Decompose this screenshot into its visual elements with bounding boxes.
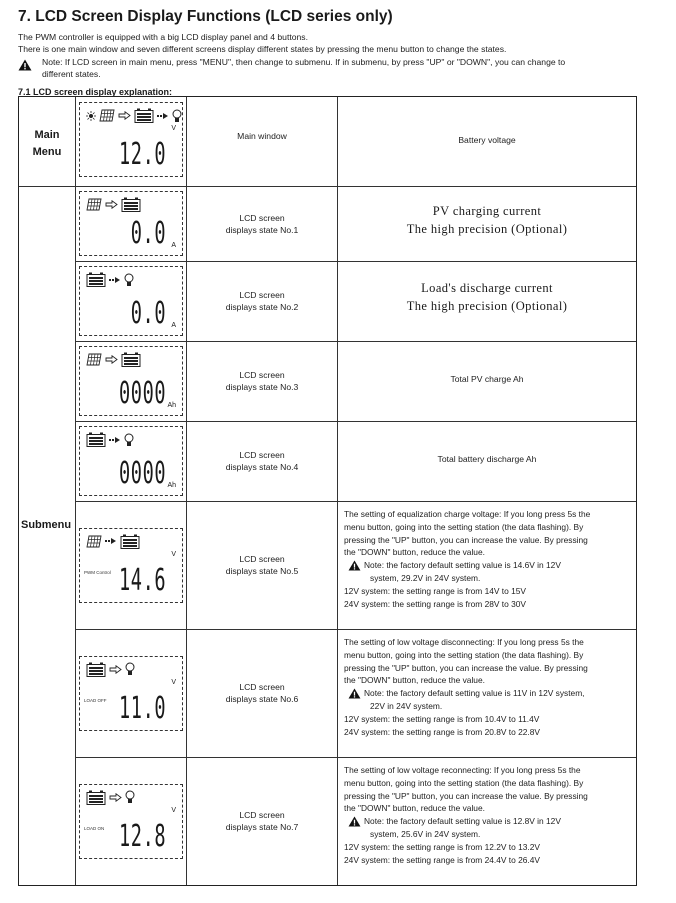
lcd-mode-text: LOAD ON: [84, 826, 105, 831]
arrow-right-icon: [118, 111, 131, 120]
description-line: The high precision (Optional): [406, 299, 568, 313]
state-label-line: LCD screen: [239, 450, 285, 460]
lcd-mode-text: LOAD OFF: [84, 698, 107, 703]
state-description: [338, 279, 636, 315]
lcd-status-icons: [86, 197, 141, 212]
lcd-digits: 0.0: [130, 296, 166, 331]
range-line: 24V system: the setting range is from 24.4V to 26.4V: [344, 854, 540, 865]
lcd-screen: [79, 102, 183, 177]
paragraph-line: menu button, going into the setting station (the data flashing). By: [344, 649, 584, 660]
battery-icon: [86, 790, 106, 805]
row-divider: [75, 341, 636, 342]
battery-icon: [121, 352, 141, 367]
lcd-unit: V: [171, 550, 176, 558]
lcd-status-icons: [86, 662, 135, 677]
lcd-unit: Ah: [167, 402, 176, 409]
setting-description: [344, 636, 634, 738]
paragraph-line: pressing the "UP" button, you can increase the value. By pressing: [344, 662, 588, 673]
flow-arrow-icon: [105, 537, 117, 545]
lcd-status-icons: [86, 272, 134, 287]
arrow-right-icon: [105, 200, 118, 209]
range-line: 24V system: the setting range is from 20.8V to 22.8V: [344, 726, 540, 737]
state-label: [187, 130, 337, 142]
state-description: [338, 202, 636, 238]
paragraph-line: pressing the "UP" button, you can increase the value. By pressing: [344, 534, 588, 545]
arrow-right-icon: [105, 355, 118, 364]
lcd-table: [18, 96, 637, 886]
state-label-line: LCD screen: [239, 212, 285, 223]
lcd-screen: [79, 656, 183, 731]
lightbulb-icon: [172, 109, 182, 123]
lcd-unit: V: [171, 678, 176, 686]
row-divider: [75, 757, 636, 758]
warning-icon: [348, 816, 361, 827]
paragraph-line: The setting of equalization charge voltage: If you long press 5s the: [344, 509, 591, 519]
lcd-digits: 0000: [118, 456, 166, 491]
state-label-line: displays state No.4: [225, 462, 299, 472]
paragraph-line: The setting of low voltage disconnecting: If you long press 5s the: [344, 637, 584, 647]
state-description: Total PV charge Ah: [450, 374, 524, 384]
state-label-line: displays state No.2: [225, 302, 299, 312]
state-label-line: displays state No.7: [225, 822, 299, 832]
intro-line-1: The PWM controller is equipped with a big LCD display panel and 4 buttons.: [18, 32, 308, 42]
arrow-right-icon: [109, 665, 122, 674]
battery-icon: [121, 197, 141, 212]
battery-icon: [120, 534, 140, 549]
lightbulb-icon: [125, 662, 135, 676]
state-description: Battery voltage: [458, 134, 516, 145]
main-menu-label: [19, 127, 75, 161]
column-divider: [75, 97, 76, 885]
range-line: 12V system: the setting range is from 14V to 15V: [344, 585, 527, 596]
lcd-status-icons: [86, 432, 134, 447]
flow-arrow-icon: [109, 436, 121, 444]
range-line: 12V system: the setting range is from 10.4V to 11.4V: [344, 713, 540, 724]
lcd-digits: 14.6: [118, 562, 166, 598]
paragraph-line: the "DOWN" button, reduce the value.: [344, 803, 485, 814]
row-divider: [75, 629, 636, 630]
state-label-line: LCD screen: [239, 290, 285, 300]
note-line: Note: the factory default setting value is 12.8V in 12V: [364, 816, 561, 827]
note-line: system, 29.2V in 24V system.: [370, 572, 481, 583]
state-label-line: Main window: [237, 130, 287, 141]
main-menu-label-line: Main: [34, 129, 60, 141]
setting-description: [344, 508, 634, 610]
lcd-unit: V: [171, 125, 176, 132]
lcd-status-icons: [86, 352, 141, 367]
lcd-unit: A: [171, 242, 176, 249]
lcd-screen: [79, 528, 183, 603]
arrow-right-icon: [109, 793, 122, 802]
lcd-digits: 12.0: [118, 137, 166, 172]
state-label: [187, 681, 337, 705]
row-divider: [75, 501, 636, 502]
description-line: PV charging current: [432, 203, 542, 218]
lightbulb-icon: [124, 433, 134, 447]
battery-icon: [86, 272, 106, 287]
lcd-unit: A: [171, 322, 176, 329]
paragraph-line: pressing the "UP" button, you can increase the value. By pressing: [344, 790, 588, 801]
description-line: The high precision (Optional): [406, 221, 568, 236]
lcd-screen: [79, 784, 183, 859]
note-line: Note: the factory default setting value is 11V in 12V system,: [364, 688, 585, 699]
flow-arrow-icon: [109, 276, 121, 284]
battery-icon: [134, 108, 154, 123]
range-line: 24V system: the setting range is from 28V to 30V: [344, 598, 527, 609]
lcd-status-icons: [86, 790, 135, 805]
battery-icon: [86, 432, 106, 447]
battery-icon: [86, 662, 106, 677]
state-label: [187, 289, 337, 313]
state-label-line: LCD screen: [239, 370, 285, 380]
solar-panel-icon: [86, 535, 102, 548]
description-line: Load's discharge current: [421, 281, 553, 295]
state-label: [187, 212, 337, 236]
state-label: [187, 809, 337, 833]
setting-note: [344, 687, 634, 713]
section-subtitle: 7.1 LCD screen display explanation:: [18, 87, 173, 97]
state-label: [187, 369, 337, 393]
solar-panel-icon: [99, 109, 115, 122]
state-label-line: LCD screen: [239, 682, 285, 692]
lcd-screen: [79, 426, 183, 496]
warning-icon: [348, 560, 361, 571]
state-label: [187, 553, 337, 577]
note-line-1: Note: If LCD screen in main menu, press "MENU", then change to submenu. If in submenu, by press "UP" or "DOWN", you can change to: [42, 57, 566, 67]
flow-arrow-icon: [157, 112, 169, 120]
setting-note: [344, 815, 634, 841]
paragraph-line: menu button, going into the setting station (the data flashing). By: [344, 777, 584, 788]
lcd-digits: 12.8: [118, 818, 166, 854]
state-label-line: displays state No.3: [225, 382, 299, 392]
state-description: Total battery discharge Ah: [437, 454, 537, 464]
lcd-status-icons: [86, 108, 182, 123]
lcd-screen: [79, 191, 183, 256]
state-label-line: displays state No.6: [225, 694, 299, 704]
lcd-digits: 0000: [118, 376, 166, 411]
warning-icon: [18, 59, 32, 71]
intro-line-2: There is one main window and seven different screens display different states by pressing the menu button to change the states.: [18, 44, 507, 54]
state-label: [187, 449, 337, 473]
lcd-digits: 0.0: [130, 216, 166, 251]
warning-icon: [348, 688, 361, 699]
row-divider: [19, 186, 636, 187]
lcd-status-icons: [86, 534, 140, 549]
lcd-unit: V: [171, 806, 176, 814]
state-label-line: displays state No.5: [225, 566, 299, 576]
state-label-line: LCD screen: [239, 810, 285, 820]
paragraph-line: the "DOWN" button, reduce the value.: [344, 547, 485, 558]
lcd-unit: Ah: [167, 482, 176, 489]
setting-description: [344, 764, 634, 866]
row-divider: [75, 261, 636, 262]
main-menu-label-line: Menu: [32, 146, 62, 158]
lightbulb-icon: [124, 273, 134, 287]
note-line-2: different states.: [42, 69, 101, 79]
lcd-mode-text: PWM Control: [84, 570, 111, 575]
solar-panel-icon: [86, 198, 102, 211]
row-divider: [75, 421, 636, 422]
sun-icon: [86, 111, 96, 121]
range-line: 12V system: the setting range is from 12.2V to 13.2V: [344, 841, 540, 852]
lcd-screen: [79, 266, 183, 336]
page-title: 7. LCD Screen Display Functions (LCD series only): [18, 8, 393, 25]
submenu-label: Submenu: [21, 519, 72, 531]
solar-panel-icon: [86, 353, 102, 366]
lcd-screen: [79, 346, 183, 416]
note-line: 22V in 24V system.: [370, 700, 443, 711]
paragraph-line: menu button, going into the setting station (the data flashing). By: [344, 521, 584, 532]
paragraph-line: The setting of low voltage reconnecting: If you long press 5s the: [344, 765, 581, 775]
state-label-line: displays state No.1: [225, 224, 299, 235]
paragraph-line: the "DOWN" button, reduce the value.: [344, 675, 485, 686]
state-label-line: LCD screen: [239, 554, 285, 564]
lightbulb-icon: [125, 790, 135, 804]
lcd-digits: 11.0: [118, 690, 166, 726]
note-line: system, 25.6V in 24V system.: [370, 828, 481, 839]
note-line: Note: the factory default setting value is 14.6V in 12V: [364, 560, 561, 571]
setting-note: [344, 559, 634, 585]
